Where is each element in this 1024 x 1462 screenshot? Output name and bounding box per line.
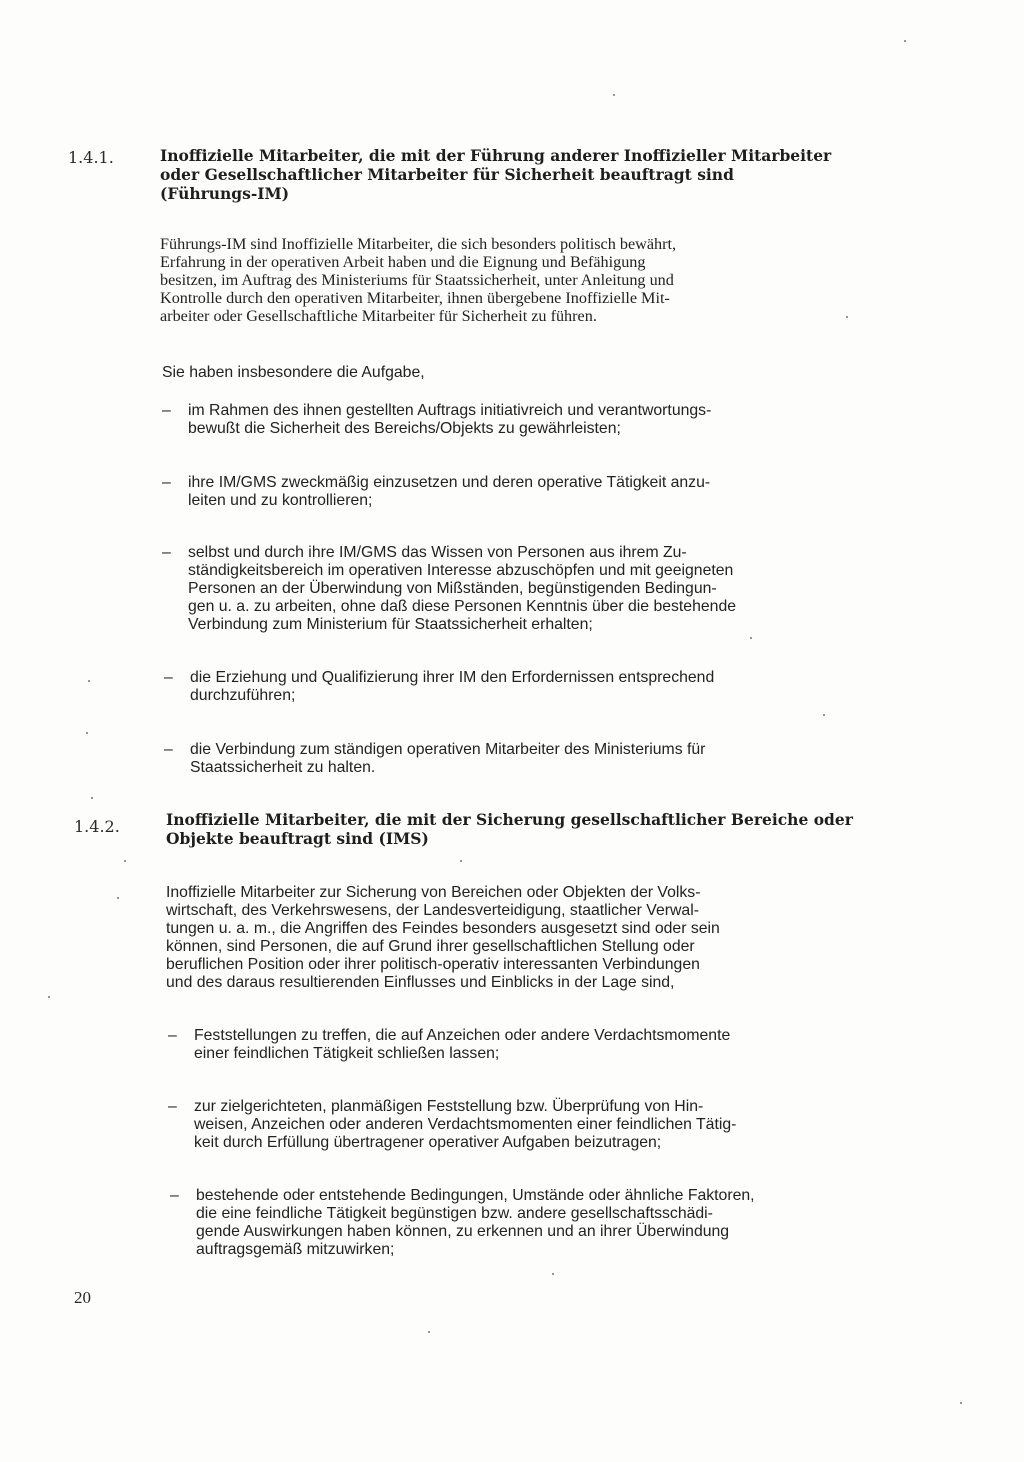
list-item-line: einer feindlichen Tätigkeit schließen lassen; [194,1045,500,1062]
list-item-line: keit durch Erfüllung übertragener operativer Aufgaben beizutragen; [194,1134,662,1151]
section-heading-1-4-2 [166,810,853,848]
paragraph-line: tungen u. a. m., die Angriffen des Feindes besonders ausgesetzt sind oder sein [166,920,720,937]
paragraph-line: und des daraus resultierenden Einflusses und Einblicks in der Lage sind, [166,974,675,991]
section-number-1-4-1: 1.4.1. [68,148,114,167]
list-item-line: Verbindung zum Ministerium für Staatssicherheit erhalten; [188,616,593,633]
scan-speck [552,1273,554,1275]
list-item-line: selbst und durch ihre IM/GMS das Wissen von Personen aus ihrem Zu- [188,544,687,561]
dash-marker: – [162,402,171,419]
section-number-1-4-2: 1.4.2. [74,817,120,836]
heading-line: Inoffizielle Mitarbeiter, die mit der Sicherung gesellschaftlicher Bereiche oder [166,810,853,829]
list-item [168,1027,814,1063]
scan-speck [750,637,752,639]
scan-speck [88,680,90,682]
scan-speck [846,316,848,318]
list-item [162,544,808,634]
task-intro: Sie haben insbesondere die Aufgabe, [162,364,425,381]
scan-speck [960,1402,962,1404]
list-item-line: die eine feindliche Tätigkeit begünstigen bzw. andere gesellschaftsschädi- [196,1205,713,1222]
list-item-line: die Verbindung zum ständigen operativen Mitarbeiter des Ministeriums für [190,741,706,758]
paragraph-line: beruflichen Position oder ihrer politisch-operativ interessanten Verbindungen [166,956,700,973]
paragraph-line: können, sind Personen, die auf Grund ihrer gesellschaftlichen Stellung oder [166,938,695,955]
page-number: 20 [74,1288,91,1307]
list-item-line: zur zielgerichteten, planmäßigen Feststellung bzw. Überprüfung von Hin- [194,1098,704,1115]
scan-speck [48,996,50,998]
list-item-line: gende Auswirkungen haben können, zu erkennen und an ihrer Überwindung [196,1223,730,1240]
list-item-line: auftragsgemäß mitzuwirken; [196,1241,395,1258]
dash-marker: – [164,669,173,686]
list-item-line: die Erziehung und Qualifizierung ihrer IM den Erfordernissen entsprechend [190,669,715,686]
dash-marker: – [164,741,173,758]
list-item-line: ständigkeitsbereich im operativen Interesse abzuschöpfen und mit geeigneten [188,562,734,579]
scan-speck [91,797,93,799]
list-item [170,1187,816,1259]
list-item-line: weisen, Anzeichen oder anderen Verdachtsmomenten einer feindlichen Tätig- [194,1116,737,1133]
list-item-line: bestehende oder entstehende Bedingungen, Umstände oder ähnliche Faktoren, [196,1187,755,1204]
paragraph-line: Inoffizielle Mitarbeiter zur Sicherung von Bereichen oder Objekten der Volks- [166,884,701,901]
list-item-line: durchzuführen; [190,687,296,704]
list-item-line: leiten und zu kontrollieren; [188,492,373,509]
dash-marker: – [162,474,171,491]
heading-line: Objekte beauftragt sind (IMS) [166,829,429,848]
dash-marker: – [168,1027,177,1044]
scan-speck [613,94,615,96]
dash-marker: – [162,544,171,561]
paragraph-line: Führungs-IM sind Inoffizielle Mitarbeiter, die sich besonders politisch bewährt, [160,235,677,253]
scan-speck [117,897,119,899]
intro-paragraph-1-4-1 [160,235,800,325]
dash-marker: – [168,1098,177,1115]
list-item-line: Feststellungen zu treffen, die auf Anzeichen oder andere Verdachtsmomente [194,1027,731,1044]
list-item-line: bewußt die Sicherheit des Bereichs/Objekts zu gewährleisten; [188,420,621,437]
list-item-line: Personen an der Überwindung von Mißständen, begünstigenden Bedingun- [188,580,717,597]
scan-speck [460,860,462,862]
list-item-line: Staatssicherheit zu halten. [190,759,376,776]
list-item [168,1098,814,1152]
list-item [164,669,810,705]
scan-speck [904,40,906,42]
scan-speck [428,1331,430,1333]
list-item-line: gen u. a. zu arbeiten, ohne daß diese Personen Kenntnis über die bestehende [188,598,737,615]
dash-marker: – [170,1187,179,1204]
list-item-line: ihre IM/GMS zweckmäßig einzusetzen und deren operative Tätigkeit anzu- [188,474,711,491]
section-heading-1-4-1 [160,146,832,203]
paragraph-line: besitzen, im Auftrag des Ministeriums für Staatssicherheit, unter Anleitung und [160,271,674,289]
intro-paragraph-1-4-2 [166,884,806,992]
paragraph-line: wirtschaft, des Verkehrswesens, der Landesverteidigung, staatlicher Verwal- [166,902,699,919]
list-item-line: im Rahmen des ihnen gestellten Auftrags initiativreich und verantwortungs- [188,402,712,419]
heading-line: (Führungs-IM) [160,184,290,203]
paragraph-line: Kontrolle durch den operativen Mitarbeiter, ihnen übergebene Inoffizielle Mit- [160,289,670,307]
paragraph-line: arbeiter oder Gesellschaftliche Mitarbeiter für Sicherheit zu führen. [160,307,597,325]
scan-speck [124,860,126,862]
paragraph-line: Erfahrung in der operativen Arbeit haben und die Eignung und Befähigung [160,253,646,271]
list-item [162,402,808,438]
heading-line: oder Gesellschaftlicher Mitarbeiter für Sicherheit beauftragt sind [160,165,734,184]
heading-line: Inoffizielle Mitarbeiter, die mit der Führung anderer Inoffizieller Mitarbeiter [160,146,832,165]
scan-speck [86,732,88,734]
list-item [162,474,808,510]
scan-speck [823,714,825,716]
list-item [164,741,810,777]
